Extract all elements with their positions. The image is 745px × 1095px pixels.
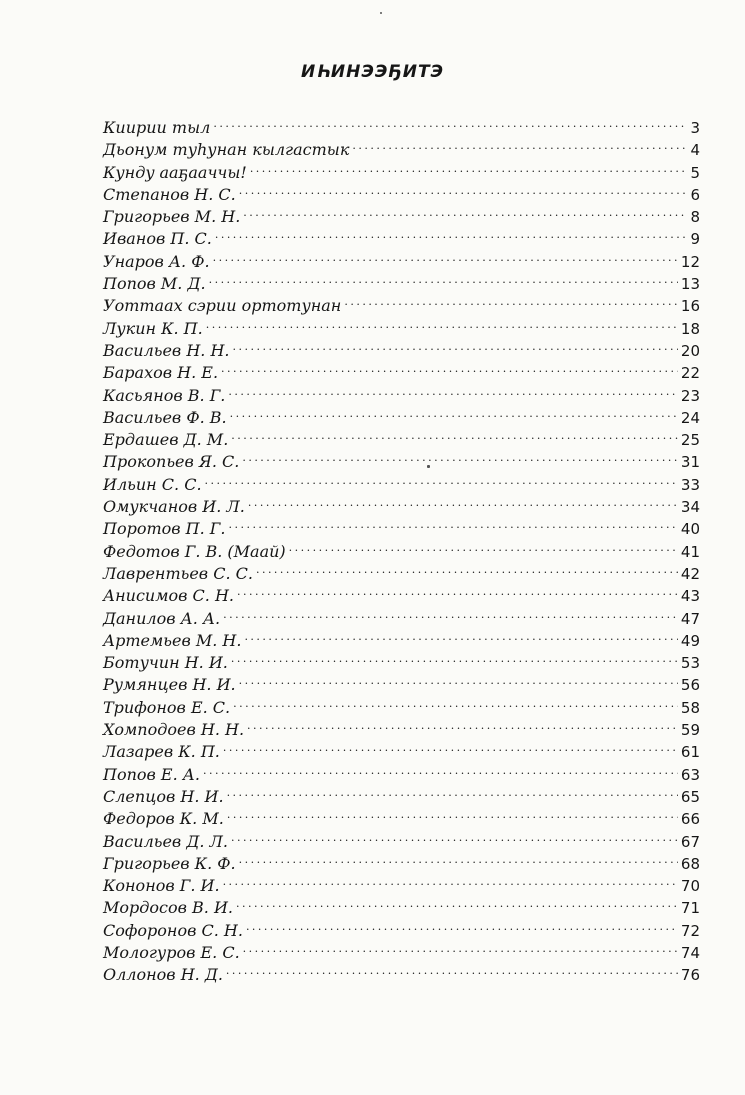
toc-entry-page-number: 6 [690, 185, 700, 204]
toc-entry-page-number: 56 [680, 676, 700, 695]
toc-entry-label: Барахов Н. Е. [103, 363, 219, 383]
toc-entry-page-number: 24 [680, 408, 700, 427]
toc-entry-page-number: 68 [680, 854, 700, 873]
toc-entry-label: Васильев Д. Л. [103, 831, 228, 851]
toc-entry-label: Уоттаах сэрии ортотунан [103, 296, 342, 316]
toc-entry-label: Киирии тыл [103, 118, 211, 137]
toc-dot-leader [239, 668, 678, 690]
toc-dot-leader [243, 200, 687, 222]
toc-dot-leader [215, 222, 688, 244]
toc-entry-page-number: 66 [680, 810, 700, 829]
toc-entry-label: Трифонов Е. С. [103, 697, 231, 717]
toc-dot-leader [227, 802, 678, 824]
toc-dot-leader [203, 758, 678, 780]
toc-dot-leader [231, 423, 678, 445]
toc-entry-label: Данилов А. А. [103, 608, 221, 628]
toc-dot-leader [344, 289, 678, 311]
toc-entry-page-number: 12 [680, 252, 700, 271]
toc-dot-leader [223, 735, 678, 757]
toc-entry-label: Поротов П. Г. [103, 519, 226, 539]
toc-entry-page-number: 63 [680, 765, 700, 784]
print-speck [427, 465, 430, 468]
toc-dot-leader [289, 535, 678, 557]
toc-entry-page-number: 42 [680, 564, 700, 583]
toc-dot-leader [244, 624, 677, 646]
toc-entry-label: Ботучин Н. И. [103, 653, 228, 673]
toc-entry-label: Попов М. Д. [103, 274, 206, 294]
toc-dot-leader [242, 445, 678, 467]
toc-entry-page-number: 18 [680, 319, 700, 338]
toc-entry-label: Артемьев М. Н. [103, 630, 242, 650]
toc-entry-page-number: 59 [680, 721, 700, 740]
toc-entry-page-number: 70 [680, 877, 700, 896]
toc-entry [103, 111, 700, 137]
toc-entry-label: Слепцов Н. И. [103, 786, 224, 806]
toc-entry-page-number: 61 [680, 743, 700, 762]
toc-dot-leader [352, 133, 687, 155]
toc-dot-leader [239, 178, 688, 200]
toc-entry-label: Лукин К. П. [103, 318, 203, 338]
toc-dot-leader [231, 825, 678, 847]
toc-entry-page-number: 71 [680, 899, 700, 918]
toc-entry-label: Оллонов Н. Д. [103, 965, 223, 985]
toc-dot-leader [223, 602, 678, 624]
toc-dot-leader [221, 356, 678, 378]
toc-dot-leader [206, 312, 678, 334]
toc-entry-page-number: 4 [690, 141, 700, 160]
toc-dot-leader [250, 156, 688, 178]
toc-dot-leader [226, 958, 678, 980]
toc-entry-label: Румянцев Н. И. [103, 675, 236, 695]
toc-entry-page-number: 58 [680, 698, 700, 717]
toc-entry-label: Омукчанов И. Л. [103, 497, 245, 517]
toc-dot-leader [236, 891, 678, 913]
toc-entry-label: Прокопьев Я. С. [103, 452, 240, 472]
toc-entry-page-number: 65 [680, 787, 700, 806]
toc-entry-label: Кундy ааҕааччы! [103, 162, 247, 182]
toc-entry-page-number: 47 [680, 609, 700, 628]
toc-dot-leader [209, 267, 678, 289]
toc-dot-leader [227, 780, 678, 802]
toc-entry-page-number: 53 [680, 654, 700, 673]
toc-entry-label: Ильин С. С. [103, 474, 202, 494]
toc-entry-page-number: 5 [690, 163, 700, 182]
toc-entry-page-number: 34 [680, 498, 700, 517]
toc-entry-label: Григорьев К. Ф. [103, 853, 236, 873]
toc-entry-page-number: 31 [680, 453, 700, 472]
toc-entry-label: Федотов Г. В. (Маай) [103, 541, 286, 561]
toc-dot-leader [213, 245, 678, 267]
toc-dot-leader [233, 691, 678, 713]
toc-entry-page-number: 41 [680, 542, 700, 561]
toc-dot-leader [228, 512, 677, 534]
toc-entry-page-number: 76 [680, 966, 700, 985]
toc-entry-page-number: 22 [680, 364, 700, 383]
page-title: ИҺИНЭЭҔИТЭ [300, 62, 445, 82]
toc-entry-page-number: 25 [680, 431, 700, 450]
toc-dot-leader [230, 401, 678, 423]
toc-entry-page-number: 16 [680, 297, 700, 316]
table-of-contents [103, 111, 700, 985]
toc-dot-leader [246, 914, 678, 936]
toc-entry-page-number: 40 [680, 520, 700, 539]
toc-dot-leader [231, 646, 678, 668]
toc-entry-page-number: 43 [680, 587, 700, 606]
toc-entry-label: Васильев Н. Н. [103, 340, 230, 360]
toc-entry-label: Анисимов С. Н. [103, 586, 234, 606]
toc-entry-page-number: 33 [680, 475, 700, 494]
toc-entry-label: Григорьев М. Н. [103, 207, 241, 227]
toc-entry-label: Софоронов С. Н. [103, 920, 243, 940]
toc-entry-label: Попов Е. А. [103, 764, 200, 784]
toc-entry-page-number: 8 [690, 208, 700, 227]
toc-entry-label: Касьянов В. Г. [103, 385, 226, 405]
toc-entry-label: Мордосов В. И. [103, 898, 233, 918]
toc-entry-page-number: 49 [680, 631, 700, 650]
toc-entry-label: Степанов Н. С. [103, 184, 236, 204]
toc-dot-leader [243, 936, 678, 958]
toc-dot-leader [247, 713, 678, 735]
toc-dot-leader [213, 111, 687, 133]
toc-dot-leader [228, 379, 678, 401]
toc-dot-leader [223, 869, 678, 891]
toc-dot-leader [205, 468, 678, 490]
toc-entry-page-number: 13 [680, 275, 700, 294]
toc-entry-label: Иванов П. С. [103, 229, 212, 249]
toc-entry-label: Лаврентьев С. С. [103, 563, 253, 583]
toc-entry-label: Хомподоев Н. Н. [103, 720, 245, 740]
toc-dot-leader [248, 490, 678, 512]
toc-entry-label: Лазарев К. П. [103, 742, 220, 762]
toc-entry-page-number: 72 [680, 921, 700, 940]
toc-entry-page-number: 74 [680, 943, 700, 962]
toc-dot-leader [233, 334, 678, 356]
toc-dot-leader [239, 847, 678, 869]
toc-dot-leader [237, 579, 678, 601]
toc-entry-label: Мологуров Е. С. [103, 942, 240, 962]
toc-entry-page-number: 67 [680, 832, 700, 851]
toc-entry-page-number: 9 [690, 230, 700, 249]
toc-entry-page-number: 23 [680, 386, 700, 405]
print-speck [380, 12, 382, 14]
toc-entry-label: Унаров А. Ф. [103, 251, 210, 271]
toc-dot-leader [256, 557, 678, 579]
toc-entry-label: Кононов Г. И. [103, 876, 220, 896]
toc-entry-label: Васильев Ф. В. [103, 407, 227, 427]
toc-entry-label: Дьонум туһунан кылгастык [103, 140, 350, 160]
toc-entry-page-number: 20 [680, 341, 700, 360]
toc-entry-page-number: 3 [690, 119, 700, 137]
toc-entry-label: Ердашев Д. М. [103, 430, 229, 450]
toc-entry-label: Федоров К. М. [103, 809, 224, 829]
